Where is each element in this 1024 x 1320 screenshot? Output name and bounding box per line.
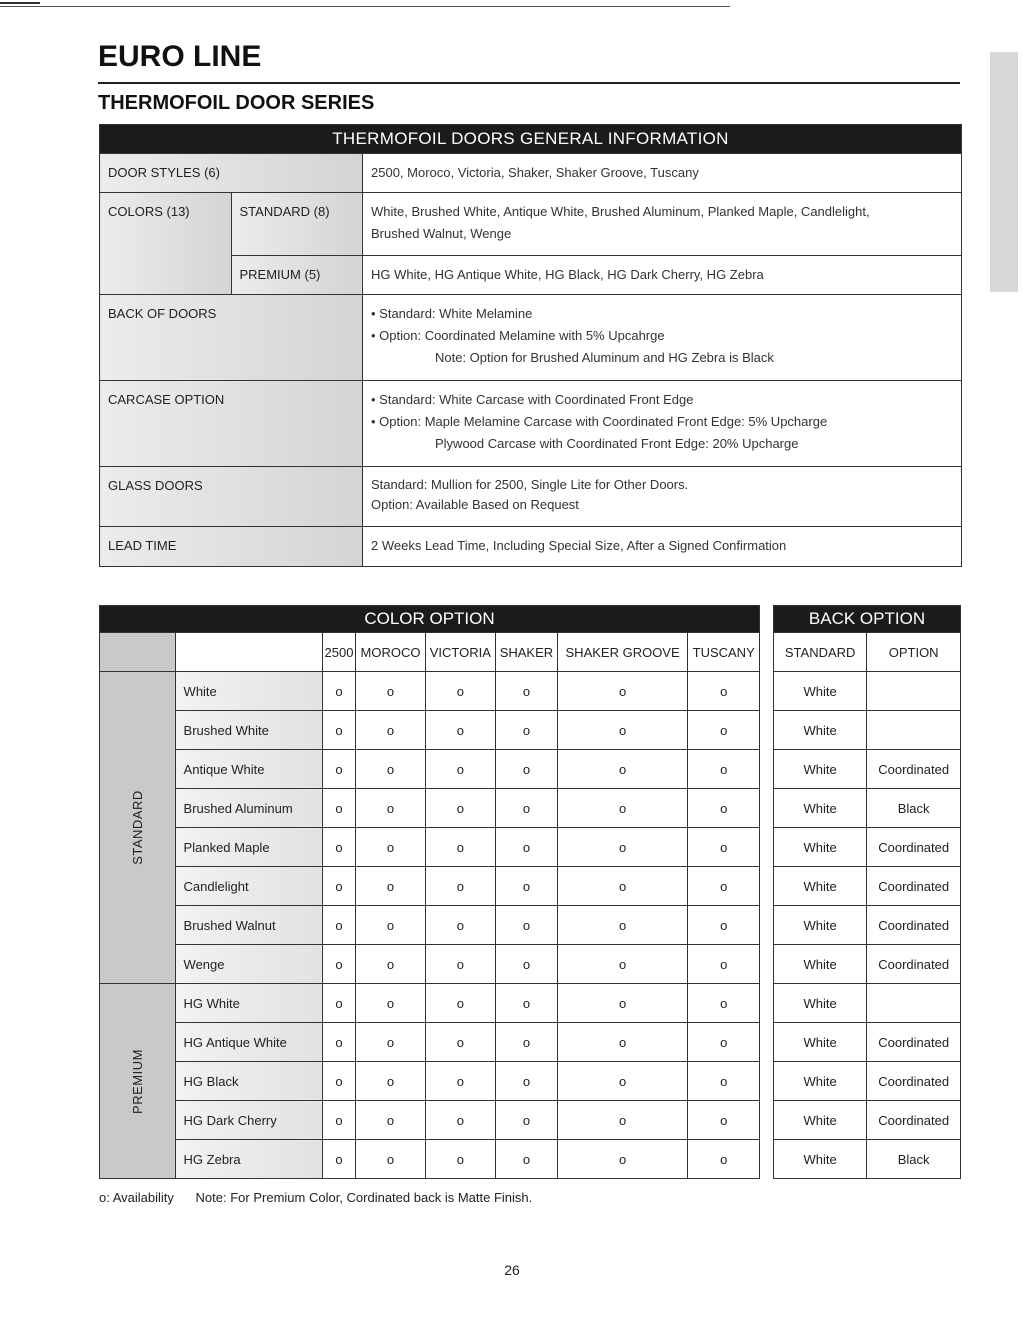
availability-mark: o — [557, 828, 688, 867]
back-col-header: STANDARD — [774, 633, 867, 672]
availability-mark: o — [557, 750, 688, 789]
availability-mark: o — [557, 1140, 688, 1179]
back-of-doors-line2: • Option: Coordinated Melamine with 5% Upcahrge — [371, 328, 665, 343]
color-col-header: SHAKER GROOVE — [557, 633, 688, 672]
back-option-title: BACK OPTION — [774, 606, 961, 633]
availability-mark: o — [496, 750, 558, 789]
color-option-body — [100, 672, 760, 1179]
back-standard-cell: White — [774, 1101, 867, 1140]
availability-mark: o — [356, 867, 425, 906]
table-row — [100, 828, 760, 867]
table-row — [100, 789, 760, 828]
availability-mark: o — [356, 672, 425, 711]
back-standard-cell: White — [774, 828, 867, 867]
back-option-cell: Coordinated — [867, 1062, 961, 1101]
back-col-header: OPTION — [867, 633, 961, 672]
availability-legend: o: Availability — [99, 1190, 174, 1205]
back-option-cell — [867, 984, 961, 1023]
availability-mark: o — [322, 906, 356, 945]
back-standard-cell: White — [774, 750, 867, 789]
table-row — [100, 672, 760, 711]
color-name: HG White — [175, 984, 322, 1023]
color-name: Candlelight — [175, 867, 322, 906]
availability-mark: o — [688, 1140, 760, 1179]
table-row — [774, 789, 961, 828]
corner-mark — [0, 2, 40, 4]
availability-mark: o — [356, 1023, 425, 1062]
availability-mark: o — [557, 984, 688, 1023]
carcase-option-line2: • Option: Maple Melamine Carcase with Coordinated Front Edge: 5% Upcharge — [371, 414, 828, 429]
availability-mark: o — [557, 867, 688, 906]
table-row — [100, 750, 760, 789]
table-row — [774, 1101, 961, 1140]
availability-mark: o — [557, 789, 688, 828]
availability-mark: o — [557, 1023, 688, 1062]
availability-mark: o — [496, 1062, 558, 1101]
back-option-header-row — [774, 633, 961, 672]
availability-mark: o — [425, 1101, 495, 1140]
availability-mark: o — [322, 945, 356, 984]
color-option-table — [99, 605, 760, 1179]
back-option-table — [773, 605, 961, 1179]
availability-mark: o — [356, 1140, 425, 1179]
back-standard-cell: White — [774, 1140, 867, 1179]
availability-mark: o — [688, 945, 760, 984]
premium-group-cell — [100, 984, 176, 1179]
availability-mark: o — [688, 984, 760, 1023]
color-name: HG Dark Cherry — [175, 1101, 322, 1140]
color-option-title: COLOR OPTION — [100, 606, 760, 633]
standard-group-label: STANDARD — [129, 790, 145, 865]
availability-mark: o — [356, 750, 425, 789]
colors-standard-line2: Brushed Walnut, Wenge — [371, 226, 512, 241]
availability-mark: o — [688, 906, 760, 945]
glass-doors-line1: Standard: Mullion for 2500, Single Lite for Other Doors. — [371, 477, 689, 492]
color-name: Antique White — [175, 750, 322, 789]
color-name: HG Zebra — [175, 1140, 322, 1179]
availability-mark: o — [496, 828, 558, 867]
general-info-title: THERMOFOIL DOORS GENERAL INFORMATION — [100, 125, 962, 154]
availability-mark: o — [322, 1101, 356, 1140]
color-col-header: SHAKER — [496, 633, 558, 672]
page-title: EURO LINE — [98, 40, 262, 73]
back-standard-cell: White — [774, 1023, 867, 1062]
top-rule — [0, 6, 730, 7]
availability-mark: o — [322, 789, 356, 828]
premium-group-label: PREMIUM — [129, 1048, 145, 1114]
availability-mark: o — [425, 672, 495, 711]
availability-mark: o — [356, 945, 425, 984]
availability-mark: o — [322, 672, 356, 711]
table-row — [774, 867, 961, 906]
table-row — [774, 906, 961, 945]
table-row — [774, 984, 961, 1023]
availability-mark: o — [557, 945, 688, 984]
color-name: Brushed White — [175, 711, 322, 750]
availability-mark: o — [688, 867, 760, 906]
title-rule — [98, 82, 960, 84]
availability-mark: o — [322, 711, 356, 750]
availability-mark: o — [496, 1023, 558, 1062]
availability-mark: o — [425, 984, 495, 1023]
door-styles-label: DOOR STYLES (6) — [100, 154, 363, 193]
back-option-cell: Coordinated — [867, 867, 961, 906]
back-option-cell: Coordinated — [867, 906, 961, 945]
availability-mark: o — [688, 1101, 760, 1140]
colors-premium-label: PREMIUM (5) — [231, 256, 363, 295]
color-name: White — [175, 672, 322, 711]
back-standard-cell: White — [774, 906, 867, 945]
availability-mark: o — [688, 711, 760, 750]
color-name: Brushed Walnut — [175, 906, 322, 945]
colors-label: COLORS (13) — [100, 193, 232, 295]
availability-mark: o — [356, 906, 425, 945]
color-name: HG Black — [175, 1062, 322, 1101]
availability-mark: o — [322, 867, 356, 906]
color-name: HG Antique White — [175, 1023, 322, 1062]
back-of-doors-label: BACK OF DOORS — [100, 295, 363, 381]
glass-doors-value — [363, 467, 962, 527]
availability-mark: o — [688, 789, 760, 828]
carcase-option-line3: Plywood Carcase with Coordinated Front Edge: 20% Upcharge — [435, 436, 799, 451]
availability-mark: o — [356, 1062, 425, 1101]
color-col-header: VICTORIA — [425, 633, 495, 672]
colors-premium-value: HG White, HG Antique White, HG Black, HG Dark Cherry, HG Zebra — [363, 256, 962, 295]
availability-mark: o — [496, 672, 558, 711]
availability-mark: o — [496, 711, 558, 750]
availability-mark: o — [688, 1023, 760, 1062]
glass-doors-line2: Option: Available Based on Request — [371, 497, 579, 512]
back-option-cell: Black — [867, 789, 961, 828]
back-standard-cell: White — [774, 867, 867, 906]
availability-mark: o — [356, 1101, 425, 1140]
availability-mark: o — [322, 1140, 356, 1179]
back-standard-cell: White — [774, 711, 867, 750]
lead-time-label: LEAD TIME — [100, 527, 363, 567]
availability-mark: o — [496, 1140, 558, 1179]
table-row — [774, 672, 961, 711]
availability-mark: o — [425, 1062, 495, 1101]
table-row — [774, 1140, 961, 1179]
color-name: Brushed Aluminum — [175, 789, 322, 828]
availability-mark: o — [496, 984, 558, 1023]
back-option-body — [774, 672, 961, 1179]
carcase-option-label: CARCASE OPTION — [100, 381, 363, 467]
table-row — [774, 828, 961, 867]
table-row — [100, 1062, 760, 1101]
colors-standard-label: STANDARD (8) — [231, 193, 363, 256]
back-option-cell: Coordinated — [867, 1023, 961, 1062]
availability-mark: o — [356, 711, 425, 750]
availability-mark: o — [356, 789, 425, 828]
availability-mark: o — [557, 711, 688, 750]
table-row — [100, 1101, 760, 1140]
availability-mark: o — [557, 672, 688, 711]
colors-standard-line1: White, Brushed White, Antique White, Brushed Aluminum, Planked Maple, Candlelight, — [371, 204, 870, 219]
back-standard-cell: White — [774, 945, 867, 984]
carcase-option-line1: • Standard: White Carcase with Coordinated Front Edge — [371, 392, 694, 407]
table-row — [774, 1023, 961, 1062]
availability-mark: o — [356, 828, 425, 867]
back-option-cell: Coordinated — [867, 1101, 961, 1140]
table-row — [100, 984, 760, 1023]
availability-mark: o — [688, 828, 760, 867]
side-tab — [990, 52, 1018, 292]
back-option-cell: Coordinated — [867, 750, 961, 789]
table-row — [774, 1062, 961, 1101]
back-of-doors-line1: • Standard: White Melamine — [371, 306, 533, 321]
color-name: Planked Maple — [175, 828, 322, 867]
availability-mark: o — [496, 906, 558, 945]
availability-mark: o — [322, 1062, 356, 1101]
availability-mark: o — [425, 711, 495, 750]
back-standard-cell: White — [774, 672, 867, 711]
back-standard-cell: White — [774, 1062, 867, 1101]
availability-mark: o — [425, 789, 495, 828]
color-name-header-cell — [175, 633, 322, 672]
colors-standard-value — [363, 193, 962, 256]
back-of-doors-value — [363, 295, 962, 381]
availability-mark: o — [557, 1101, 688, 1140]
availability-mark: o — [322, 828, 356, 867]
availability-mark: o — [425, 1023, 495, 1062]
availability-mark: o — [425, 945, 495, 984]
availability-mark: o — [425, 1140, 495, 1179]
availability-mark: o — [496, 945, 558, 984]
availability-mark: o — [688, 750, 760, 789]
back-standard-cell: White — [774, 984, 867, 1023]
back-option-cell: Coordinated — [867, 945, 961, 984]
table-row — [774, 711, 961, 750]
availability-mark: o — [425, 906, 495, 945]
page-number: 26 — [504, 1262, 520, 1278]
back-option-cell: Black — [867, 1140, 961, 1179]
availability-mark: o — [425, 750, 495, 789]
table-row — [100, 711, 760, 750]
availability-mark: o — [322, 750, 356, 789]
table-row — [100, 945, 760, 984]
availability-mark: o — [557, 906, 688, 945]
back-option-cell: Coordinated — [867, 828, 961, 867]
availability-mark: o — [356, 984, 425, 1023]
general-info-table — [99, 124, 962, 567]
page-subtitle: THERMOFOIL DOOR SERIES — [98, 92, 375, 114]
color-col-header: TUSCANY — [688, 633, 760, 672]
availability-mark: o — [496, 867, 558, 906]
back-option-cell — [867, 711, 961, 750]
availability-mark: o — [496, 1101, 558, 1140]
standard-group-cell — [100, 672, 176, 984]
availability-mark: o — [425, 828, 495, 867]
table-row — [774, 945, 961, 984]
color-col-header: 2500 — [322, 633, 356, 672]
back-standard-cell: White — [774, 789, 867, 828]
table-row — [100, 906, 760, 945]
door-styles-value: 2500, Moroco, Victoria, Shaker, Shaker Groove, Tuscany — [363, 154, 962, 193]
color-option-header-row — [100, 633, 760, 672]
availability-mark: o — [688, 1062, 760, 1101]
footnote — [99, 1190, 550, 1205]
availability-mark: o — [557, 1062, 688, 1101]
carcase-option-value — [363, 381, 962, 467]
lead-time-value: 2 Weeks Lead Time, Including Special Size, After a Signed Confirmation — [363, 527, 962, 567]
table-row — [100, 867, 760, 906]
premium-note: Note: For Premium Color, Cordinated back is Matte Finish. — [195, 1190, 533, 1205]
back-of-doors-line3: Note: Option for Brushed Aluminum and HG Zebra is Black — [435, 350, 774, 365]
availability-mark: o — [425, 867, 495, 906]
color-col-header: MOROCO — [356, 633, 425, 672]
table-row — [100, 1023, 760, 1062]
availability-mark: o — [496, 789, 558, 828]
group-header-cell — [100, 633, 176, 672]
color-name: Wenge — [175, 945, 322, 984]
availability-mark: o — [688, 672, 760, 711]
availability-mark: o — [322, 1023, 356, 1062]
glass-doors-label: GLASS DOORS — [100, 467, 363, 527]
availability-mark: o — [322, 984, 356, 1023]
table-row — [774, 750, 961, 789]
back-option-cell — [867, 672, 961, 711]
table-row — [100, 1140, 760, 1179]
